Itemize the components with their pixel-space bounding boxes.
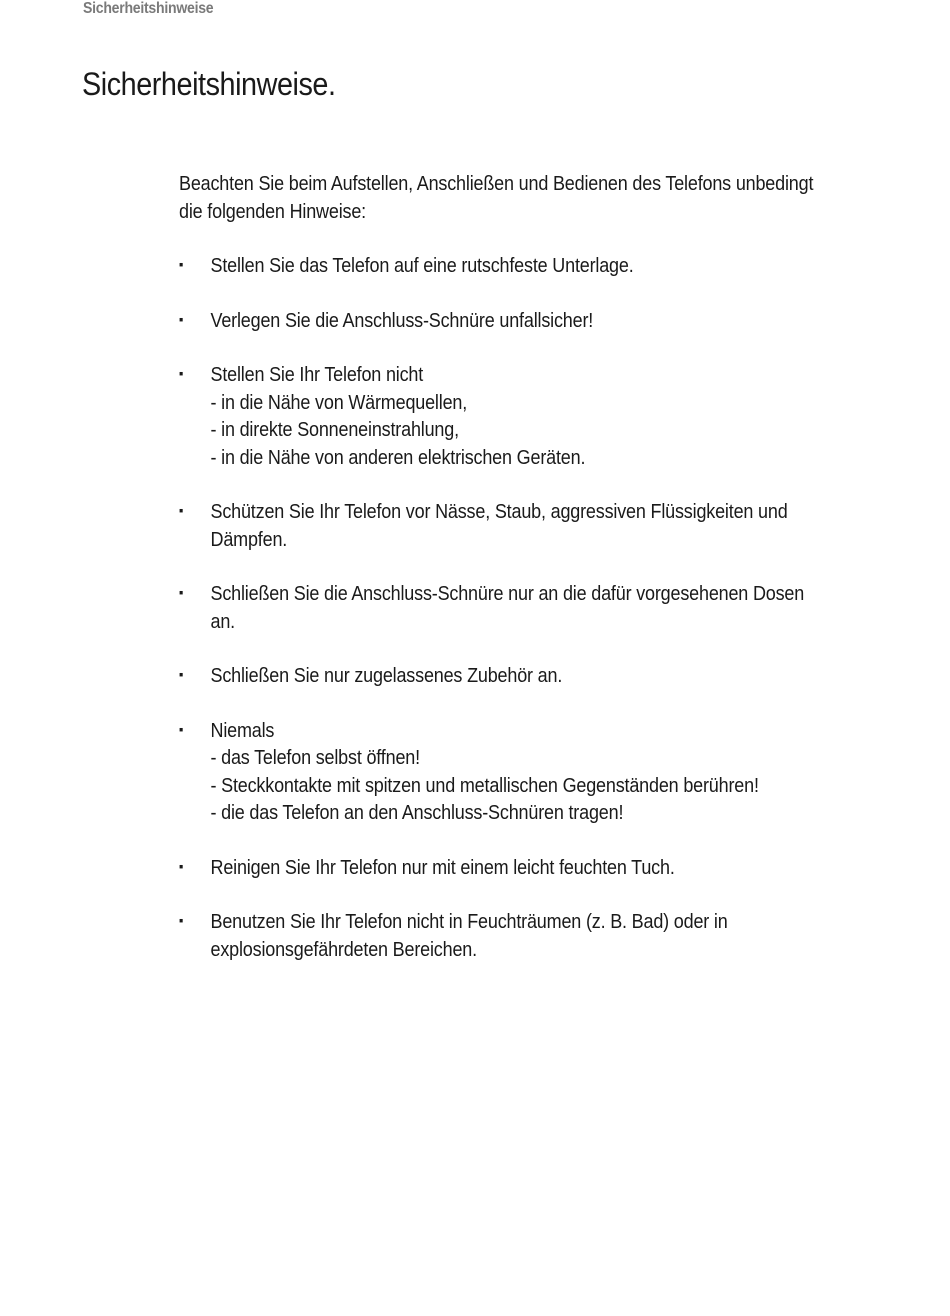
safety-rule-line: Schließen Sie nur zugelassenes Zubehör an.	[210, 665, 563, 687]
safety-rule-line: Stellen Sie Ihr Telefon nicht	[210, 364, 424, 386]
safety-rule-text	[211, 253, 864, 281]
safety-rule-line: Stellen Sie das Telefon auf eine rutschfeste Unterlage.	[210, 255, 634, 277]
safety-rule-text	[211, 581, 864, 636]
safety-rule-text	[211, 308, 864, 336]
safety-rule-text	[211, 855, 864, 883]
safety-rule-line: Verlegen Sie die Anschluss-Schnüre unfallsicher!	[210, 309, 594, 332]
safety-rule-item	[179, 663, 863, 691]
safety-rule-item	[179, 499, 863, 554]
safety-rule-line: - Steckkontakte mit spitzen und metallischen Gegenständen berühren!	[210, 774, 759, 797]
safety-rule-line: Schließen Sie die Anschluss-Schnüre nur an die dafür vorgesehenen Dosen	[210, 583, 805, 605]
bullet-icon: ▪	[179, 720, 184, 737]
safety-rule-line: Niemals	[210, 719, 275, 742]
safety-rule-line: Benutzen Sie Ihr Telefon nicht in Feuchträumen (z. B. Bad) oder in	[210, 911, 728, 933]
safety-rule-line: Dämpfen.	[210, 528, 288, 551]
intro-line: die folgenden Hinweise:	[179, 200, 366, 223]
safety-rule-line: explosionsgefährdeten Bereichen.	[210, 938, 477, 961]
bullet-icon: ▪	[179, 584, 184, 600]
safety-rule-item	[179, 909, 863, 964]
safety-rule-text	[211, 718, 864, 828]
safety-rule-item	[179, 308, 863, 336]
bullet-icon: ▪	[179, 857, 184, 874]
intro-paragraph	[179, 171, 863, 226]
safety-rule-text	[211, 499, 864, 554]
safety-rule-text	[211, 663, 864, 691]
safety-rule-item	[179, 581, 863, 636]
safety-rule-line: - in die Nähe von Wärmequellen,	[210, 391, 468, 414]
bullet-icon: ▪	[179, 365, 184, 381]
safety-rule-item	[179, 253, 863, 281]
safety-rule-item	[179, 855, 863, 883]
bullet-icon: ▪	[179, 912, 184, 928]
safety-rule-line: Schützen Sie Ihr Telefon vor Nässe, Staub, aggressiven Flüssigkeiten und	[210, 501, 788, 523]
bullet-icon: ▪	[179, 310, 184, 327]
safety-rule-line: - in direkte Sonneneinstrahlung,	[210, 419, 459, 441]
bullet-icon: ▪	[179, 666, 184, 682]
intro-line: Beachten Sie beim Aufstellen, Anschließen und Bedienen des Telefons unbedingt	[179, 173, 814, 195]
safety-rule-line: an.	[210, 610, 235, 633]
safety-rule-item	[179, 362, 863, 472]
running-header: Sicherheitshinweise	[83, 0, 214, 17]
safety-rule-text	[211, 909, 864, 964]
safety-content	[179, 171, 863, 991]
safety-rule-line: - das Telefon selbst öffnen!	[210, 747, 420, 769]
safety-rule-line: Reinigen Sie Ihr Telefon nur mit einem leicht feuchten Tuch.	[210, 856, 675, 879]
safety-rule-item	[179, 718, 863, 828]
bullet-icon: ▪	[179, 256, 184, 272]
safety-rule-line: - die das Telefon an den Anschluss-Schnüren tragen!	[210, 802, 624, 824]
bullet-icon: ▪	[179, 502, 184, 518]
safety-rules-list	[179, 253, 863, 964]
safety-rule-text	[211, 362, 864, 472]
safety-rule-line: - in die Nähe von anderen elektrischen Geräten.	[210, 446, 586, 469]
page-title: Sicherheitshinweise.	[82, 66, 336, 102]
